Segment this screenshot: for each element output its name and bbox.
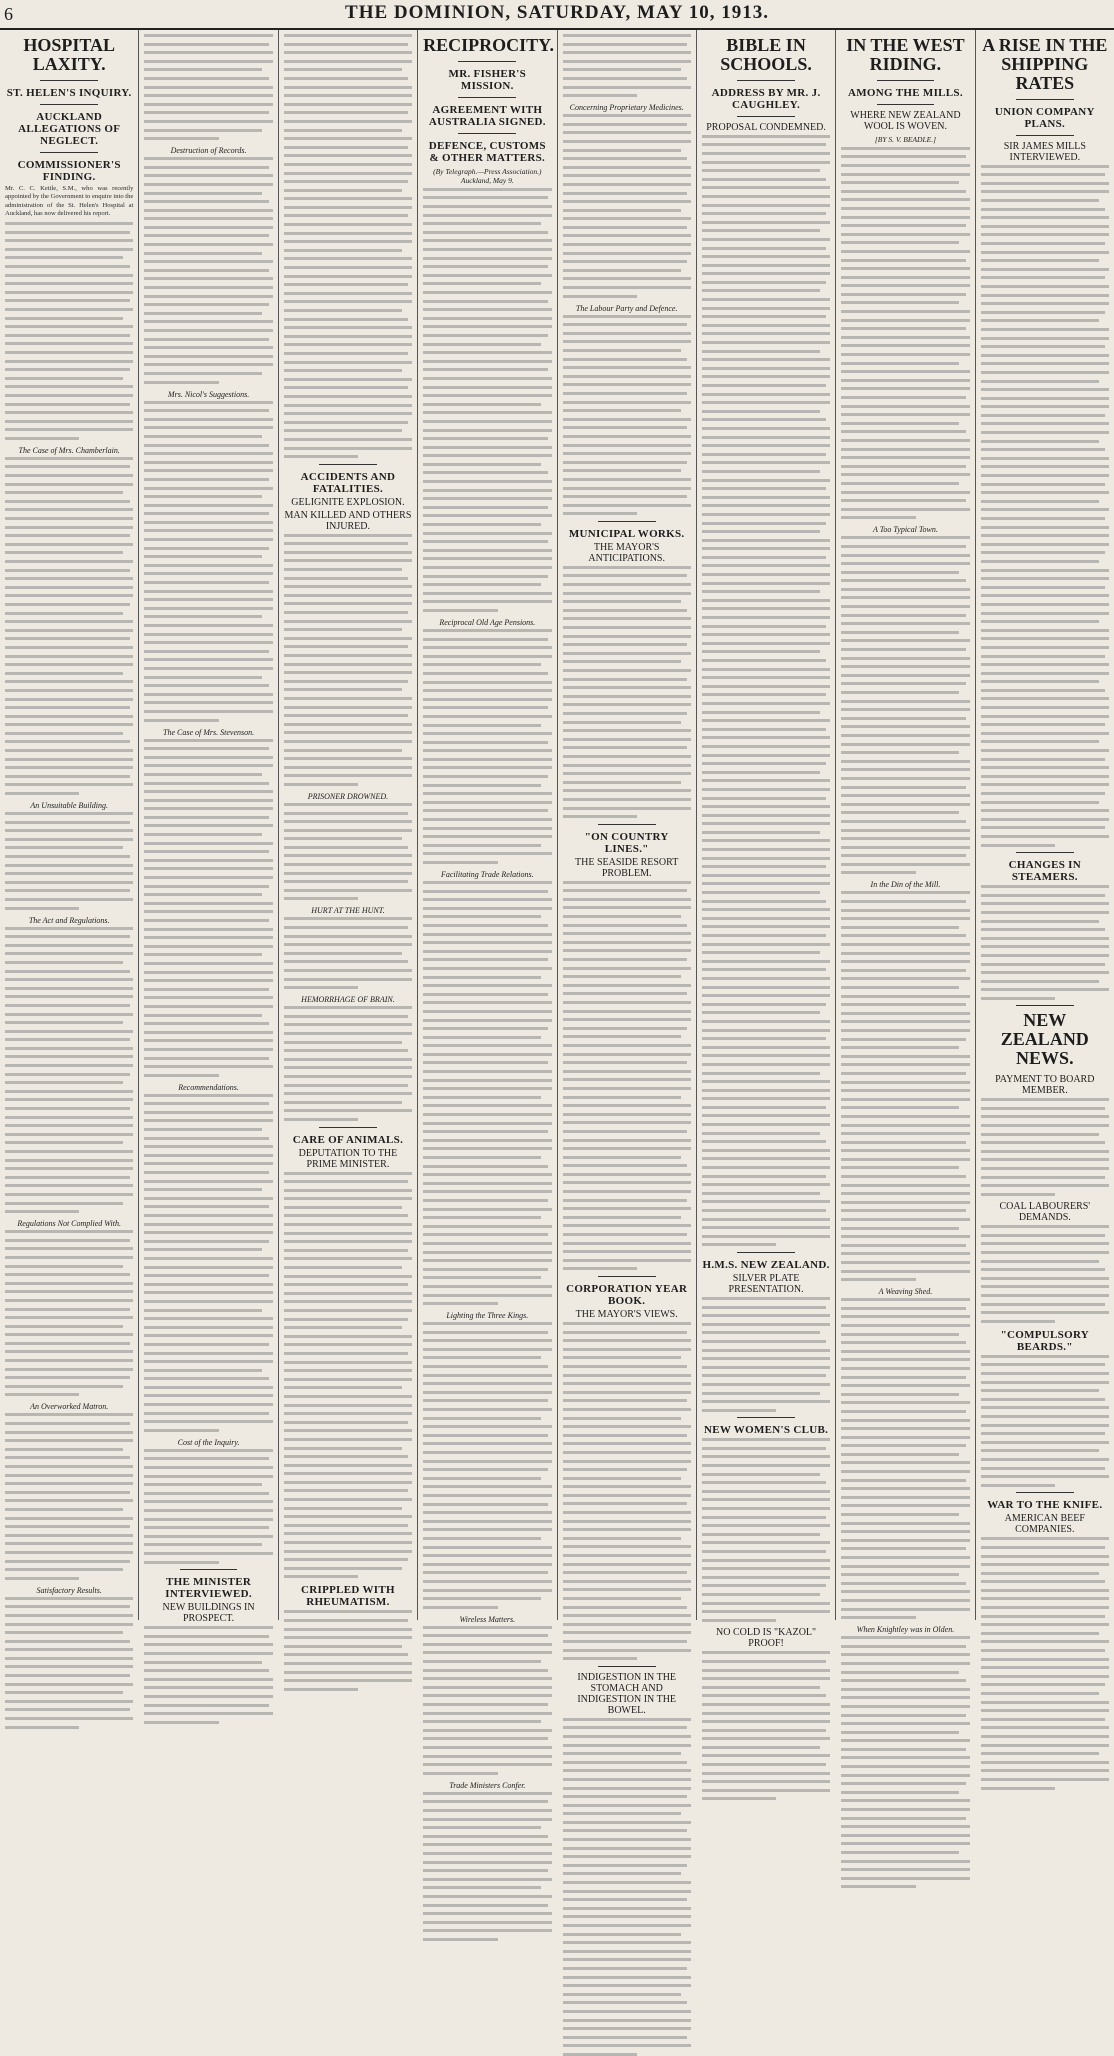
divider <box>737 1252 795 1253</box>
subhead: CORPORATION YEAR BOOK. <box>566 1283 688 1307</box>
body-text <box>702 1651 830 1800</box>
deck: SIR JAMES MILLS INTERVIEWED. <box>1003 140 1086 163</box>
body-text <box>423 188 551 612</box>
body-text <box>423 881 551 1305</box>
section-heading: Trade Ministers Confer. <box>449 1780 526 1790</box>
subhead: H.M.S. NEW ZEALAND. <box>702 1258 830 1271</box>
section-heading: Reciprocal Old Age Pensions. <box>439 617 536 627</box>
section-heading: In the Din of the Mill. <box>870 880 941 890</box>
divider <box>458 133 516 134</box>
subhead: THE MINISTER INTERVIEWED. <box>165 1576 252 1601</box>
column-5 <box>558 30 697 1716</box>
divider <box>319 1127 377 1128</box>
deck: PROPOSAL CONDEMNED. <box>706 121 826 133</box>
body-text <box>144 1094 272 1432</box>
subhead: COMMISSIONER'S FINDING. <box>17 158 121 183</box>
divider <box>737 80 795 81</box>
body-text <box>284 534 412 786</box>
byline: (By Telegraph.—Press Association.) Auckland, May 9. <box>433 166 542 185</box>
body-text <box>144 1449 272 1564</box>
subhead: CARE OF ANIMALS. <box>292 1133 404 1146</box>
divider <box>40 80 98 81</box>
headline-shipping-rates: A RISE IN THE SHIPPING RATES <box>982 35 1108 93</box>
deck: DEPUTATION TO THE PRIME MINISTER. <box>298 1147 398 1170</box>
section-heading: The Labour Party and Defence. <box>575 303 678 313</box>
divider <box>1016 1005 1074 1006</box>
body-text <box>144 401 272 722</box>
divider <box>737 1417 795 1418</box>
body-text <box>284 34 412 458</box>
deck: NEW BUILDINGS IN PROSPECT. <box>162 1602 255 1625</box>
column-8 <box>976 30 1114 1620</box>
body-text <box>981 1098 1109 1196</box>
body-text <box>702 135 830 1247</box>
body-text <box>841 147 969 520</box>
body-text <box>5 1413 133 1579</box>
section-heading: The Act and Regulations. <box>28 915 110 925</box>
divider <box>1016 1492 1074 1493</box>
section-heading: Regulations Not Complied With. <box>17 1219 121 1229</box>
subhead: AMONG THE MILLS. <box>847 86 963 99</box>
section-heading: When Knightley was in Olden. <box>856 1625 955 1635</box>
divider <box>737 116 795 117</box>
body-text <box>981 1225 1109 1323</box>
body-text <box>144 34 272 140</box>
subhead: MUNICIPAL WORKS. <box>568 527 685 540</box>
column-7 <box>836 30 975 1635</box>
deck: MAN KILLED AND OTHERS INJURED. <box>284 509 412 532</box>
column-4 <box>418 30 557 1790</box>
deck: THE MAYOR'S VIEWS. <box>575 1309 678 1320</box>
body-text <box>841 1298 969 1619</box>
divider <box>180 1569 238 1570</box>
section-heading: HEMORRHAGE OF BRAIN. <box>301 995 395 1005</box>
body-text <box>563 114 691 297</box>
page-number: 6 <box>4 4 13 24</box>
body-text <box>5 1230 133 1396</box>
article-columns <box>0 30 1114 1790</box>
headline-hospital-laxity: HOSPITAL LAXITY. <box>23 35 116 74</box>
body-text <box>981 885 1109 1000</box>
body-text <box>841 891 969 1281</box>
column-1 <box>0 30 139 1620</box>
divider <box>458 97 516 98</box>
body-text <box>423 1322 551 1609</box>
deck: SILVER PLATE PRESENTATION. <box>728 1272 804 1295</box>
deck: WHERE NEW ZEALAND WOOL IS WOVEN. <box>850 109 961 132</box>
body-text <box>981 1537 1109 1789</box>
section-heading: An Unsuitable Building. <box>30 801 108 811</box>
subhead: NEW WOMEN'S CLUB. <box>703 1424 829 1437</box>
subhead: UNION COMPANY PLANS. <box>994 105 1095 130</box>
body-text <box>5 457 133 795</box>
masthead <box>0 0 1114 30</box>
headline-nz-news: NEW ZEALAND NEWS. <box>1000 1010 1089 1069</box>
section-heading: A Too Typical Town. <box>872 525 938 535</box>
column-3 <box>279 30 418 1620</box>
body-text <box>563 1718 691 2056</box>
body-text <box>284 917 412 989</box>
divider <box>1016 135 1074 136</box>
body-text <box>5 1597 133 1729</box>
deck: PAYMENT TO BOARD MEMBER. <box>995 1074 1095 1097</box>
section-heading: HURT AT THE HUNT. <box>311 906 385 916</box>
body-text <box>284 1172 412 1579</box>
subhead: ADDRESS BY MR. J. CAUGHLEY. <box>711 86 821 111</box>
divider <box>598 824 656 825</box>
body-text <box>563 566 691 818</box>
section-heading: Wireless Matters. <box>459 1614 516 1624</box>
body-text <box>981 165 1109 847</box>
subhead: CRIPPLED WITH RHEUMATISM. <box>301 1584 395 1609</box>
subhead: MR. FISHER'S MISSION. <box>448 67 527 92</box>
section-heading: Facilitating Trade Relations. <box>440 870 534 880</box>
divider <box>598 1666 656 1667</box>
subhead: AGREEMENT WITH AUSTRALIA SIGNED. <box>428 103 546 128</box>
subhead: CHANGES IN STEAMERS. <box>1008 859 1081 884</box>
column-2 <box>139 30 278 1625</box>
subhead: "COMPULSORY BEARDS." <box>1000 1328 1090 1353</box>
body-text <box>702 1297 830 1412</box>
subhead: "ON COUNTRY LINES." <box>584 830 669 855</box>
deck: NO COLD IS "KAZOL" PROOF! <box>716 1627 817 1650</box>
divider <box>877 104 935 105</box>
body-text <box>841 536 969 874</box>
divider <box>598 521 656 522</box>
subhead: ST. HELEN'S INQUIRY. <box>6 86 132 99</box>
body-text <box>144 739 272 1077</box>
body-text <box>563 881 691 1271</box>
body-text <box>423 629 551 864</box>
section-heading: Satisfactory Results. <box>36 1585 102 1595</box>
body-text <box>144 1626 272 1724</box>
deck: AMERICAN BEEF COMPANIES. <box>1004 1513 1085 1536</box>
divider <box>40 104 98 105</box>
divider <box>1016 852 1074 853</box>
body-text <box>423 1626 551 1775</box>
subhead: WAR TO THE KNIFE. <box>987 1499 1103 1512</box>
body-text <box>5 927 133 1214</box>
section-heading: An Overworked Matron. <box>30 1402 109 1412</box>
divider <box>40 152 98 153</box>
body-text <box>563 315 691 516</box>
body-text <box>144 157 272 383</box>
deck: COAL LABOURERS' DEMANDS. <box>999 1201 1091 1224</box>
deck: THE MAYOR'S ANTICIPATIONS. <box>588 541 665 564</box>
body-text <box>981 1355 1109 1487</box>
deck: INDIGESTION IN THE STOMACH AND INDIGESTION IN THE BOWEL. <box>577 1671 677 1716</box>
section-heading: The Case of Mrs. Stevenson. <box>163 727 255 737</box>
body-text <box>284 803 412 901</box>
section-heading: Destruction of Records. <box>170 146 247 156</box>
deck: THE SEASIDE RESORT PROBLEM. <box>575 856 679 879</box>
column-6 <box>697 30 836 1650</box>
headline-reciprocity: RECIPROCITY. <box>423 35 554 55</box>
divider <box>458 61 516 62</box>
section-heading: PRISONER DROWNED. <box>307 791 389 801</box>
section-heading: Recommendations. <box>178 1082 239 1092</box>
subhead: ACCIDENTS AND FATALITIES. <box>300 470 396 495</box>
body-text <box>5 222 133 440</box>
section-heading: Concerning Proprietary Medicines. <box>569 103 684 113</box>
divider <box>598 1276 656 1277</box>
body-text <box>563 1322 691 1660</box>
deck: GELIGNITE EXPLOSION. <box>291 496 405 508</box>
body-text <box>563 34 691 97</box>
section-heading: A Weaving Shed. <box>878 1287 933 1297</box>
section-heading: Lighting the Three Kings. <box>446 1311 529 1321</box>
section-heading: Cost of the Inquiry. <box>177 1437 240 1447</box>
body-text <box>284 1610 412 1690</box>
body-text <box>5 812 133 910</box>
body-text <box>841 1636 969 1888</box>
body-text <box>284 1006 412 1121</box>
article-intro: Mr. C. C. Kettle, S.M., who was recently appointed by the Government to enquire into the administration of the St. Helen's Hospital at Auckland, has now delivered his report. <box>5 184 134 218</box>
subhead: DEFENCE, CUSTOMS & OTHER MATTERS. <box>428 139 546 164</box>
section-heading: Mrs. Nicol's Suggestions. <box>167 389 250 399</box>
divider <box>319 464 377 465</box>
headline-bible-in-schools: BIBLE IN SCHOOLS. <box>720 35 812 74</box>
section-heading: The Case of Mrs. Chamberlain. <box>18 445 120 455</box>
byline: [BY S. V. BEADLE.] <box>874 134 936 144</box>
divider <box>877 80 935 81</box>
body-text <box>423 1792 551 1941</box>
subhead: AUCKLAND ALLEGATIONS OF NEGLECT. <box>18 110 121 147</box>
divider <box>1016 99 1074 100</box>
body-text <box>702 1438 830 1621</box>
newspaper-title: THE DOMINION, SATURDAY, MAY 10, 1913. <box>345 2 769 23</box>
headline-west-riding: IN THE WEST RIDING. <box>846 35 965 74</box>
